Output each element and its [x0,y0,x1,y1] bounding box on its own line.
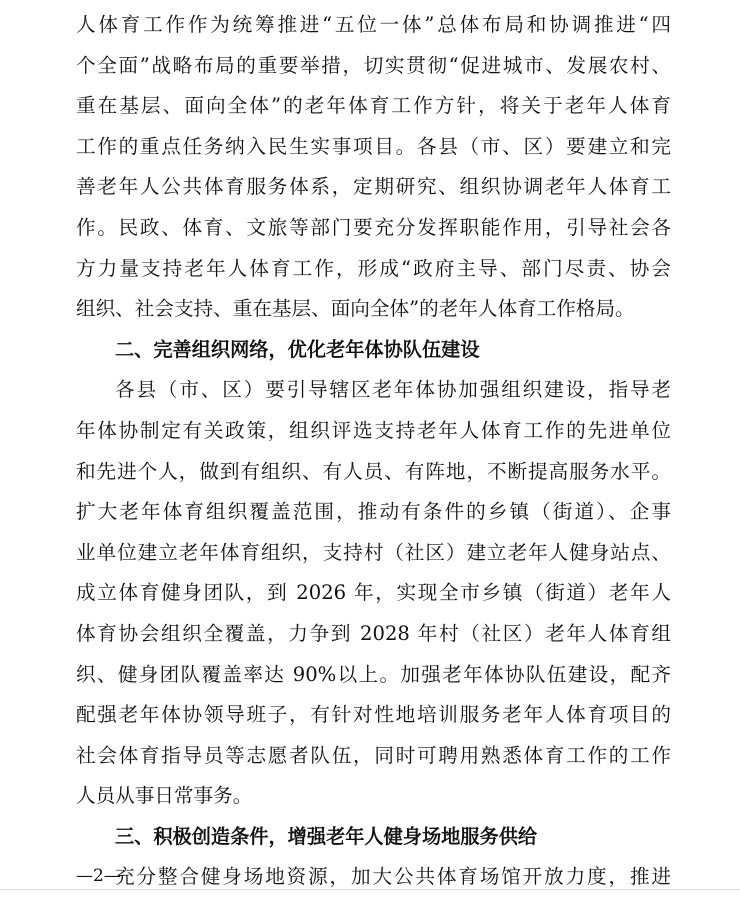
section-heading: 三、积极创造条件，增强老年人健身场地服务供给 [115,824,538,848]
paragraph-line: 织、健身团队覆盖率达 90%以上。加强老年体协队伍建设，配齐 [76,662,671,686]
paragraph-line: 各县（市、区）要引导辖区老年体协加强组织建设，指导老 [115,378,671,402]
paragraph-line: 业单位建立老年体育组织，支持村（社区）建立老年人健身站点、 [76,540,671,564]
paragraph-line: 扩大老年体育组织覆盖范围，推动有条件的乡镇（街道）、企事 [76,500,671,524]
paragraph-line: 体育协会组织全覆盖，力争到 2028 年村（社区）老年人体育组 [76,621,671,645]
paragraph-line: 社会体育指导员等志愿者队伍，同时可聘用熟悉体育工作的工作 [76,743,671,767]
paragraph-line: 年体协制定有关政策，组织评选支持老年人体育工作的先进单位 [76,418,671,442]
document-body [76,5,671,898]
paragraph-line: 工作的重点任务纳入民生实事项目。各县（市、区）要建立和完 [76,134,671,158]
paragraph-line: 和先进个人，做到有组织、有人员、有阵地，不断提高服务水平。 [76,459,671,483]
page-bottom-divider [0,889,740,890]
paragraph-line: 组织、社会支持、重在基层、面向全体”的老年人体育工作格局。 [76,297,635,321]
paragraph-line: 个全面”战略布局的重要举措，切实贯彻“促进城市、发展农村、 [76,53,671,77]
paragraph-line: 人员从事日常事务。 [76,784,253,808]
paragraph-line: 人体育工作作为统筹推进“五位一体”总体布局和协调推进“四 [76,13,671,36]
paragraph-line: 作。民政、体育、文旅等部门要充分发挥职能作用，引导社会各 [76,215,671,239]
paragraph-line: 重在基层、面向全体”的老年体育工作方针，将关于老年人体育 [76,94,671,118]
page-number: —2— [76,866,121,886]
paragraph-line: 善老年人公共体育服务体系，定期研究、组织协调老年人体育工 [76,175,671,199]
paragraph-line: 方力量支持老年人体育工作，形成“政府主导、部门尽责、协会 [76,256,671,280]
section-heading: 二、完善组织网络，优化老年体协队伍建设 [115,337,480,361]
paragraph-line: 充分整合健身场地资源，加大公共体育场馆开放力度，推进 [115,865,671,889]
paragraph-line: 配强老年体协领导班子，有针对性地培训服务老年人体育项目的 [76,703,671,727]
paragraph-line: 成立体育健身团队，到 2026 年，实现全市乡镇（街道）老年人 [76,581,671,605]
